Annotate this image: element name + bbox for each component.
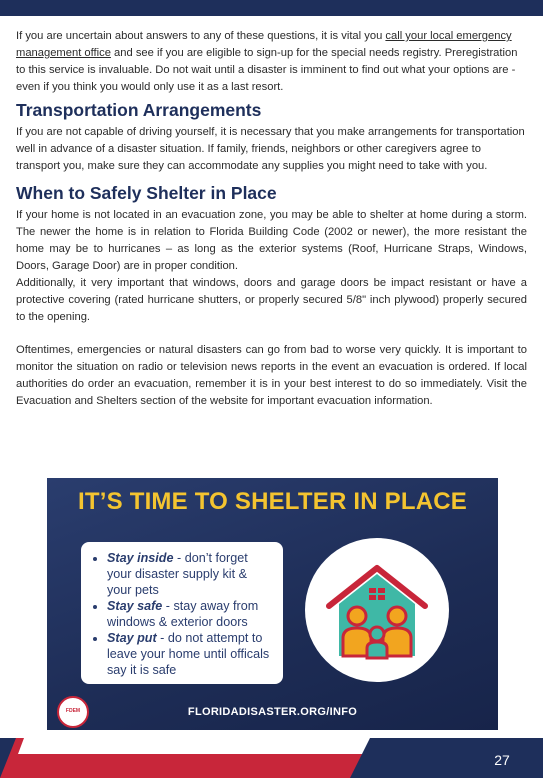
tip-bold: Stay safe [107, 599, 163, 613]
emergency-office-link[interactable]: call your local emergency management office [16, 30, 512, 59]
tip-text: - don’t forget your disaster supply kit & your pets [107, 551, 248, 597]
family-house-icon [305, 538, 449, 682]
family-house-illustration [305, 538, 449, 682]
intro-paragraph [16, 28, 527, 96]
tips-box [81, 542, 283, 684]
shelter-in-place-poster [47, 478, 498, 730]
tip-bold: Stay put [107, 631, 157, 645]
tip-text: - stay away from windows & exterior doors [107, 599, 259, 629]
tip-item [107, 598, 273, 630]
shelter-paragraph-2: Additionally, it very important that windows, doors and garage doors be impact resistant or have a protective covering (rated hurricane shutters, or properly secured 5/8" inch plywood) properly secured to the opening. [16, 277, 527, 323]
intro-text-continued: and see if you are eligible to sign-up for the special needs registry. Preregistration to this service is invaluable. Do not wait until a disaster is imminent to find out what your options are - even if you think you would only use it as a last resort. [16, 47, 518, 93]
page-number: 27 [494, 752, 510, 768]
transportation-heading: Transportation Arrangements [16, 100, 262, 120]
seal-text: FDEM [65, 708, 81, 714]
tip-item [107, 550, 273, 598]
tips-list [81, 542, 283, 678]
intro-text: If you are uncertain about answers to any of these questions, it is vital you [16, 30, 386, 42]
top-bar [0, 0, 543, 16]
shelter-heading: When to Safely Shelter in Place [16, 183, 277, 203]
shelter-paragraph-3: Oftentimes, emergencies or natural disasters can go from bad to worse very quickly. It is important to monitor the situation on radio or television news reports in the event an evacuation is ordered. If local authorities do order an evacuation, remember it is in your best interest to do so immediately. Visit the Evacuation and Shelters section of the website for important evacuation information. [16, 344, 527, 407]
tip-text: - do not attempt to leave your home until officals say it is safe [107, 631, 270, 677]
article-body [16, 28, 527, 410]
tip-bold: Stay inside [107, 551, 174, 565]
transportation-paragraph: If you are not capable of driving yourself, it is necessary that you make arrangements for transportation well in advance of a disaster situation. If family, friends, neighbors or other caregivers agree to transport you, make sure they can accommodate any supplies you might need to take with you. [16, 126, 525, 172]
tip-item [107, 630, 273, 678]
shelter-paragraph-1: If your home is not located in an evacuation zone, you may be able to shelter at home during a storm. The newer the home is in relation to Florida Building Code (2002 or newer), the more resistant the home may be to hurricanes – as long as the exterior systems (Roof, Hurricane Straps, Windows, Doors, Garage Door) are in proper condition. [16, 209, 527, 272]
footer-bar [0, 738, 543, 778]
poster-url: FLORIDADISASTER.ORG/INFO [187, 706, 358, 718]
poster-title: IT’S TIME TO SHELTER IN PLACE [78, 488, 467, 515]
